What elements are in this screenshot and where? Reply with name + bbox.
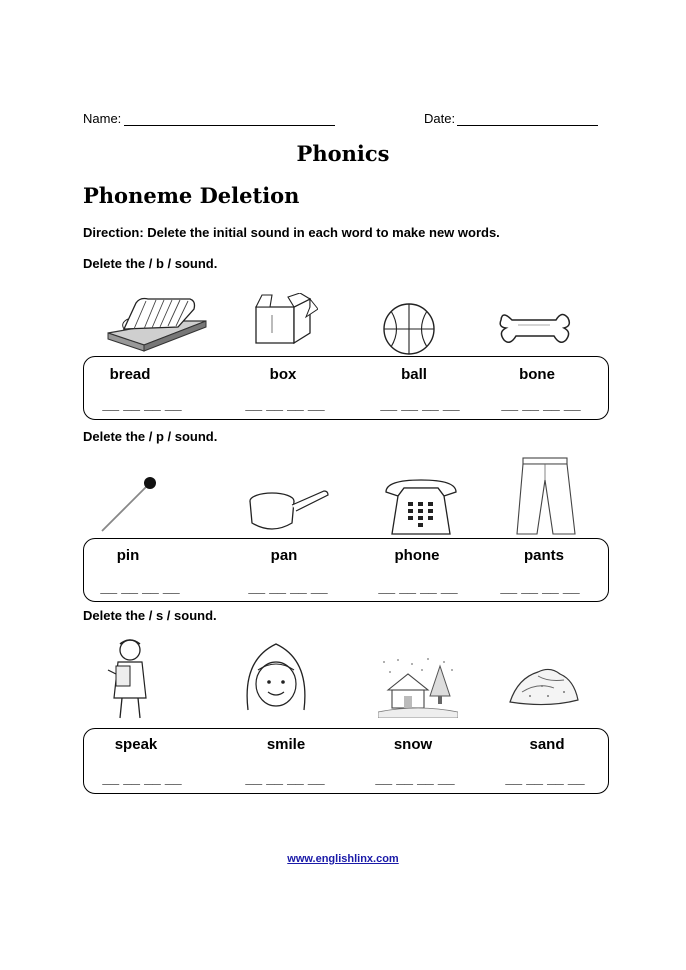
box-icon [248,293,318,347]
bone-icon [498,308,572,346]
word-smile: smile [266,736,306,753]
section-1-instruction: Delete the / b / sound. [83,256,218,271]
word-pin: pin [116,547,140,564]
section-3-instruction: Delete the / s / sound. [83,608,217,623]
answer-blank-box[interactable]: __ __ __ __ [245,396,325,413]
answer-blank-pin[interactable]: __ __ __ __ [100,579,180,596]
answer-blank-speak[interactable]: __ __ __ __ [102,770,182,787]
word-sand: sand [529,736,565,753]
pants-icon [513,456,579,536]
direction-text: Direction: Delete the initial sound in each word to make new words. [83,225,500,240]
word-box: box [269,366,297,383]
word-phone: phone [394,547,440,564]
phone-icon [382,478,460,538]
speaking-boy-icon [100,636,160,720]
smiling-girl-icon [240,640,312,718]
footer-link[interactable]: www.englishlinx.com [287,853,399,865]
answer-blank-snow[interactable]: __ __ __ __ [375,770,455,787]
word-ball: ball [401,366,427,383]
answer-blank-ball[interactable]: __ __ __ __ [380,396,460,413]
answer-blank-smile[interactable]: __ __ __ __ [245,770,325,787]
date-field[interactable] [457,125,598,126]
answer-blank-bread[interactable]: __ __ __ __ [102,396,182,413]
name-label: Name: [83,111,122,126]
snow-house-icon [378,656,458,718]
answer-blank-pants[interactable]: __ __ __ __ [500,579,580,596]
word-pan: pan [270,547,298,564]
answer-blank-sand[interactable]: __ __ __ __ [505,770,585,787]
pin-icon [98,473,162,535]
name-field[interactable] [124,125,335,126]
bread-icon [106,293,210,355]
word-snow: snow [393,736,433,753]
answer-blank-bone[interactable]: __ __ __ __ [501,396,581,413]
word-pants: pants [523,547,564,564]
word-speak: speak [114,736,158,753]
word-bread: bread [109,366,151,383]
answer-blank-phone[interactable]: __ __ __ __ [378,579,458,596]
answer-blank-pan[interactable]: __ __ __ __ [248,579,328,596]
page-title: Phonics [296,141,390,166]
section-2-instruction: Delete the / p / sound. [83,429,218,444]
page-subtitle: Phoneme Deletion [83,183,300,208]
date-label: Date: [424,111,456,126]
word-bone: bone [519,366,555,383]
pan-icon [246,485,330,535]
ball-icon [382,302,436,356]
sand-pile-icon [508,662,580,708]
